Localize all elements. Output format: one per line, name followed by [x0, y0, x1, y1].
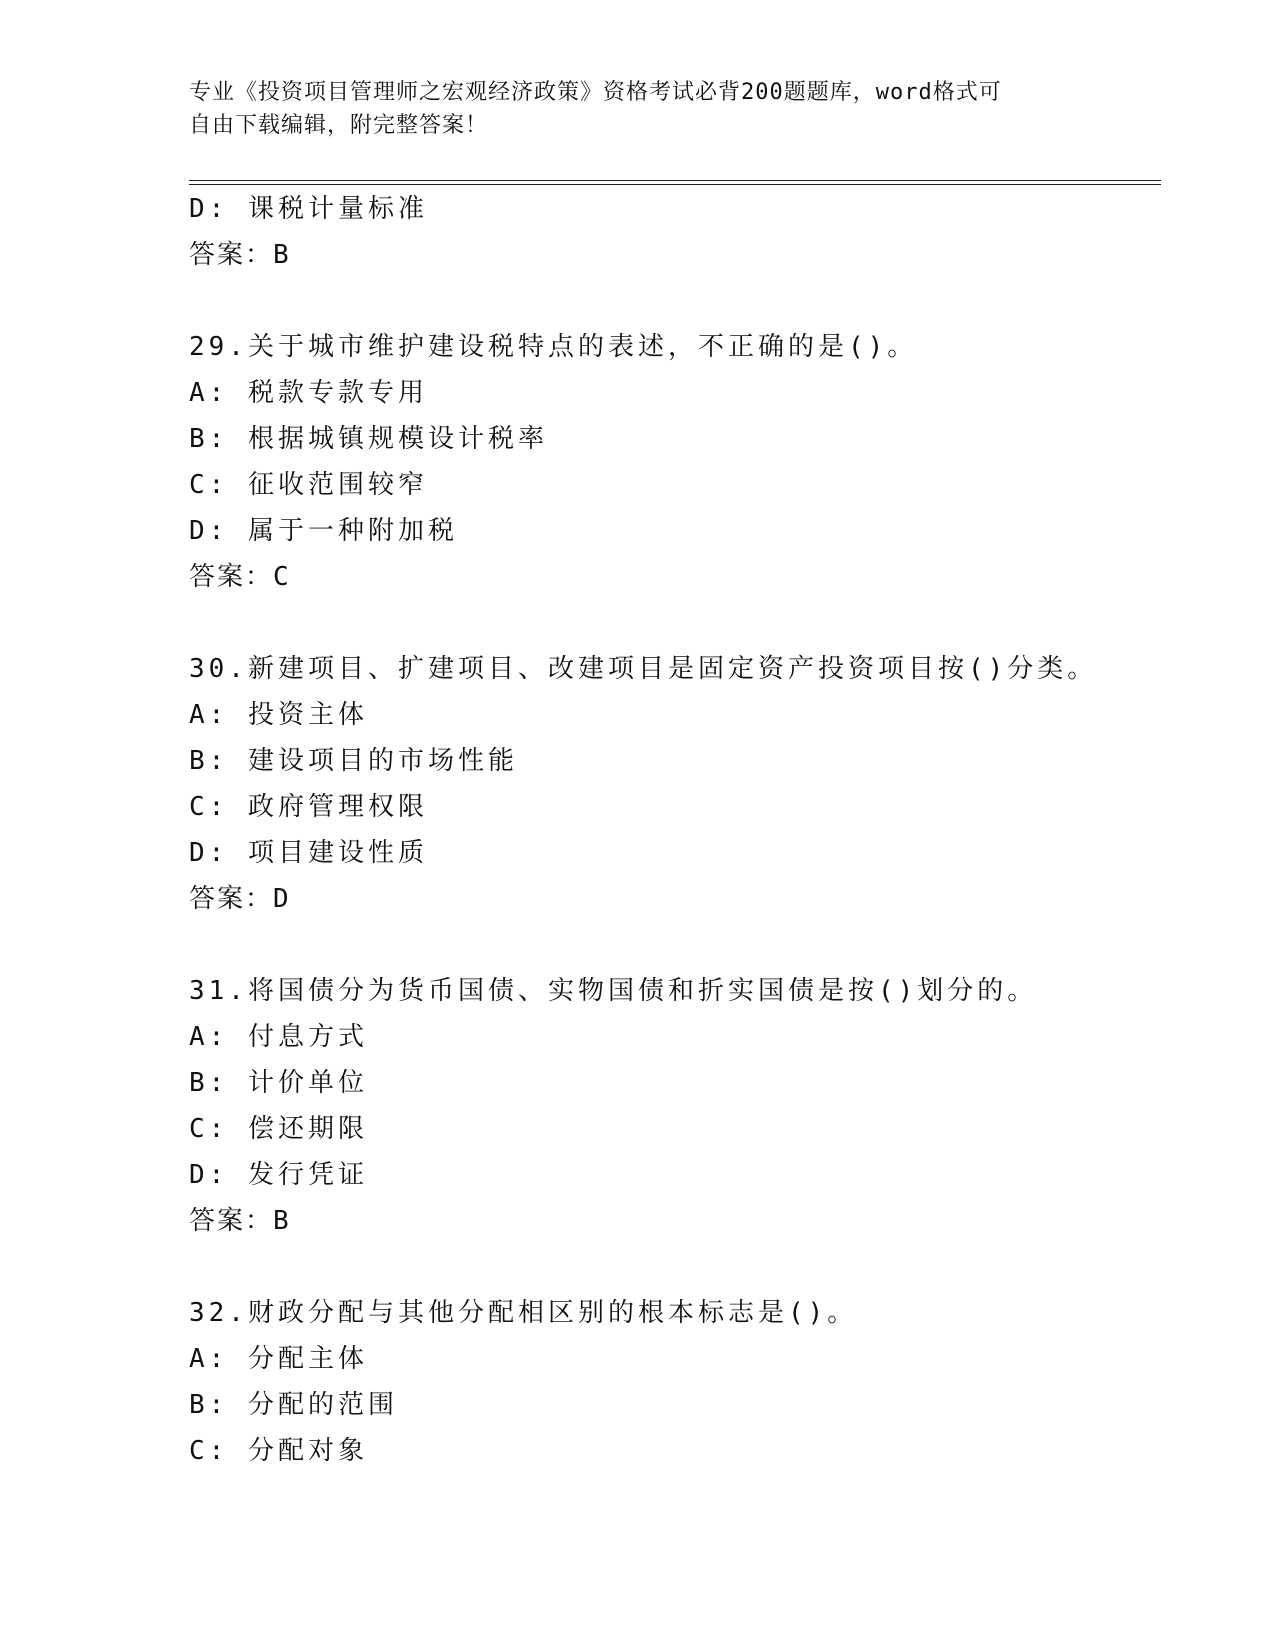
header-divider-bottom — [189, 184, 1161, 185]
header-line-2: 自由下载编辑，附完整答案！ — [189, 113, 489, 138]
option-b: B: 建设项目的市场性能 — [189, 746, 518, 776]
answer: 答案：C — [189, 562, 291, 592]
option-a: A: 投资主体 — [189, 700, 368, 730]
option-b: B: 分配的范围 — [189, 1390, 398, 1420]
spacer — [189, 278, 1161, 324]
option-a: A: 税款专款专用 — [189, 378, 428, 408]
option-c: C: 分配对象 — [189, 1436, 368, 1466]
spacer — [189, 1244, 1161, 1290]
question-stem: 30.新建项目、扩建项目、改建项目是固定资产投资项目按()分类。 — [189, 654, 1098, 684]
option-a: A: 付息方式 — [189, 1022, 368, 1052]
question-stem: 31.将国债分为货币国债、实物国债和折实国债是按()划分的。 — [189, 976, 1038, 1006]
document-header — [189, 76, 1089, 142]
question-32 — [189, 1290, 1161, 1474]
option-c: C: 政府管理权限 — [189, 792, 428, 822]
question-30 — [189, 646, 1161, 922]
question-31 — [189, 968, 1161, 1244]
option-c: C: 偿还期限 — [189, 1114, 368, 1144]
spacer — [189, 600, 1161, 646]
option-d: D: 发行凭证 — [189, 1160, 368, 1190]
option-c: C: 征收范围较窄 — [189, 470, 428, 500]
question-29 — [189, 324, 1161, 600]
question-stem: 29.关于城市维护建设税特点的表述，不正确的是()。 — [189, 332, 918, 362]
option-b: B: 根据城镇规模设计税率 — [189, 424, 548, 454]
answer: 答案：B — [189, 1206, 291, 1236]
question-stem: 32.财政分配与其他分配相区别的根本标志是()。 — [189, 1298, 858, 1328]
header-divider-top — [189, 180, 1161, 181]
option-b: B: 计价单位 — [189, 1068, 368, 1098]
option-d: D: 项目建设性质 — [189, 838, 428, 868]
question-list — [189, 186, 1161, 1474]
answer: 答案：D — [189, 884, 291, 914]
spacer — [189, 922, 1161, 968]
prev-option-d: D: 课税计量标准 — [189, 194, 428, 224]
option-a: A: 分配主体 — [189, 1344, 368, 1374]
prev-answer: 答案：B — [189, 240, 291, 270]
header-line-1: 专业《投资项目管理师之宏观经济政策》资格考试必背200题题库，word格式可 — [189, 80, 1002, 105]
option-d: D: 属于一种附加税 — [189, 516, 458, 546]
